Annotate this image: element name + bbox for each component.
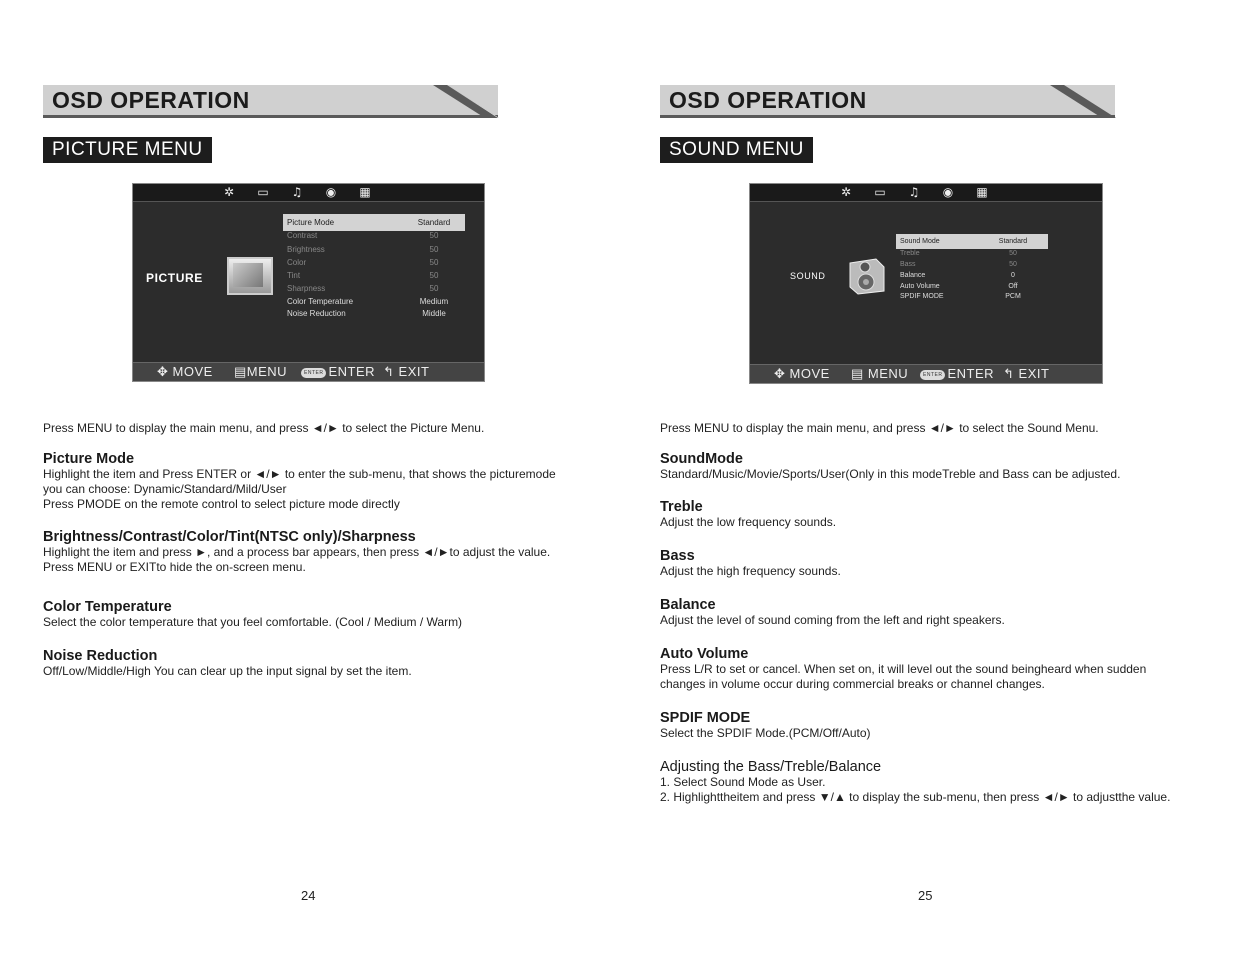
osd-row-bass[interactable]: Bass 50 [900, 260, 1017, 268]
osd-screen [749, 183, 1103, 384]
osd-row-auto-volume[interactable]: Auto Volume Off [900, 282, 1018, 290]
section-adjusting: Adjusting the Bass/Treble/Balance 1. Select Sound Mode as User. 2. Highlighttheitem and press ▼/▲ to display the sub-menu, then press ◄/► to adjustthe value. [660, 759, 1220, 805]
tv-icon [227, 257, 273, 295]
gear-icon[interactable]: ✲ [223, 185, 235, 199]
osd-topbar [133, 184, 484, 202]
enter-key-icon: ENTER [301, 368, 326, 378]
osd-row-color[interactable]: Color 50 [287, 258, 439, 267]
section-title: SPDIF MODE [660, 710, 751, 726]
move-icon: ✥ [157, 364, 169, 379]
section-treble: Treble Adjust the low frequency sounds. [660, 499, 1220, 530]
osd-screen [132, 183, 485, 382]
menu-icon: ▤ [851, 366, 864, 381]
monitor-icon[interactable]: ▭ [874, 185, 886, 199]
exit-icon: ↰ [1003, 366, 1015, 381]
page-number: 25 [918, 888, 933, 903]
enter-hint: ENTER ENTER [301, 364, 375, 379]
music-icon[interactable]: ♫ [908, 185, 920, 199]
osd-row-contrast[interactable]: Contrast 50 [287, 231, 439, 240]
move-hint: ✥ MOVE [157, 364, 213, 379]
section-title: Brightness/Contrast/Color/Tint(NTSC only)/Sharpness [43, 529, 416, 545]
page-right [660, 0, 1235, 954]
clock-icon[interactable]: ◉ [942, 185, 954, 199]
section-color-temperature: Color Temperature Select the color temperature that you feel comfortable. (Cool / Medium / Warm) [43, 599, 603, 630]
osd-topbar [750, 184, 1102, 202]
page-number: 24 [301, 888, 316, 903]
section-brightness: Brightness/Contrast/Color/Tint(NTSC only)/Sharpness Highlight the item and press ►, and a process bar appears, then press ◄/►to adjust the value. Press MENU or EXITto hide the on-screen menu. [43, 529, 603, 575]
monitor-icon[interactable]: ▭ [257, 185, 269, 199]
osd-row-spdif-mode[interactable]: SPDIF MODE PCM [900, 293, 1021, 300]
banner-title: OSD OPERATION [52, 87, 250, 113]
osd-menu-list [283, 214, 465, 319]
section-title: Bass [660, 548, 695, 564]
menu-label: PICTURE MENU [43, 137, 212, 163]
section-balance: Balance Adjust the level of sound coming from the left and right speakers. [660, 597, 1220, 628]
osd-row-brightness[interactable]: Brightness 50 [287, 244, 439, 254]
section-spdif-mode: SPDIF MODE Select the SPDIF Mode.(PCM/Off/Auto) [660, 710, 1220, 741]
grid-icon[interactable]: ▦ [359, 185, 371, 199]
osd-row-noise-reduction[interactable]: Noise Reduction Middle [287, 309, 446, 318]
section-title: Picture Mode [43, 451, 135, 467]
menu-hint: ▤ MENU [851, 366, 909, 381]
osd-menu-list [896, 234, 1048, 302]
section-title: Color Temperature [43, 599, 172, 615]
osd-row-picture-mode[interactable]: Picture Mode Standard [283, 214, 465, 231]
banner-title: OSD OPERATION [669, 87, 867, 113]
banner-slant-icon [1050, 85, 1120, 119]
section-picture-mode: Picture Mode Highlight the item and Press ENTER or ◄/► to enter the sub-menu, that shows the picturemode you can choose: Dynamic/Standard/Mild/User Press PMODE on the remote control to select picture mode directly [43, 451, 603, 512]
move-hint: ✥ MOVE [774, 366, 830, 381]
section-bass: Bass Adjust the high frequency sounds. [660, 548, 1220, 579]
osd-row-balance[interactable]: Balance 0 [900, 272, 1015, 279]
menu-label: SOUND MENU [660, 137, 813, 163]
intro-text: Press MENU to display the main menu, and press ◄/► to select the Sound Menu. [660, 421, 1099, 435]
section-title: Noise Reduction [43, 648, 158, 664]
osd-navbar [133, 362, 484, 381]
grid-icon[interactable]: ▦ [976, 185, 988, 199]
section-title: Balance [660, 597, 716, 613]
osd-category: PICTURE [146, 271, 203, 285]
section-auto-volume: Auto Volume Press L/R to set or cancel. When set on, it will level out the sound beingheard when sudden changes in volume occur during commercial breaks or channel changes. [660, 646, 1220, 692]
osd-row-treble[interactable]: Treble 50 [900, 250, 1017, 257]
section-title: SoundMode [660, 451, 743, 467]
enter-hint: ENTER ENTER [920, 366, 994, 381]
osd-navbar [750, 364, 1102, 383]
banner-slant-icon [433, 85, 503, 119]
page-left [43, 0, 643, 954]
section-title: Auto Volume [660, 646, 749, 662]
clock-icon[interactable]: ◉ [325, 185, 337, 199]
enter-key-icon: ENTER [920, 370, 945, 380]
menu-icon: ▤ [234, 364, 247, 379]
menu-hint: ▤MENU [234, 364, 288, 379]
section-banner [660, 85, 1115, 117]
osd-row-sound-mode[interactable]: Sound Mode Standard [896, 234, 1048, 249]
gear-icon[interactable]: ✲ [840, 185, 852, 199]
exit-hint: ↰ EXIT [383, 364, 430, 379]
section-title: Treble [660, 499, 703, 515]
osd-category: SOUND [790, 271, 826, 281]
section-banner [43, 85, 498, 117]
move-icon: ✥ [774, 366, 786, 381]
section-noise-reduction: Noise Reduction Off/Low/Middle/High You can clear up the input signal by set the item. [43, 648, 603, 679]
osd-row-sharpness[interactable]: Sharpness 50 [287, 284, 439, 293]
exit-icon: ↰ [383, 364, 395, 379]
section-soundmode: SoundMode Standard/Music/Movie/Sports/User(Only in this modeTreble and Bass can be adjusted. [660, 451, 1220, 482]
osd-row-color-temperature[interactable]: Color Temperature Medium [287, 296, 449, 306]
section-title: Adjusting the Bass/Treble/Balance [660, 759, 882, 775]
osd-row-tint[interactable]: Tint 50 [287, 270, 439, 280]
speaker-icon [846, 257, 886, 295]
intro-text: Press MENU to display the main menu, and press ◄/► to select the Picture Menu. [43, 421, 485, 435]
exit-hint: ↰ EXIT [1003, 366, 1050, 381]
music-icon[interactable]: ♫ [291, 185, 303, 199]
